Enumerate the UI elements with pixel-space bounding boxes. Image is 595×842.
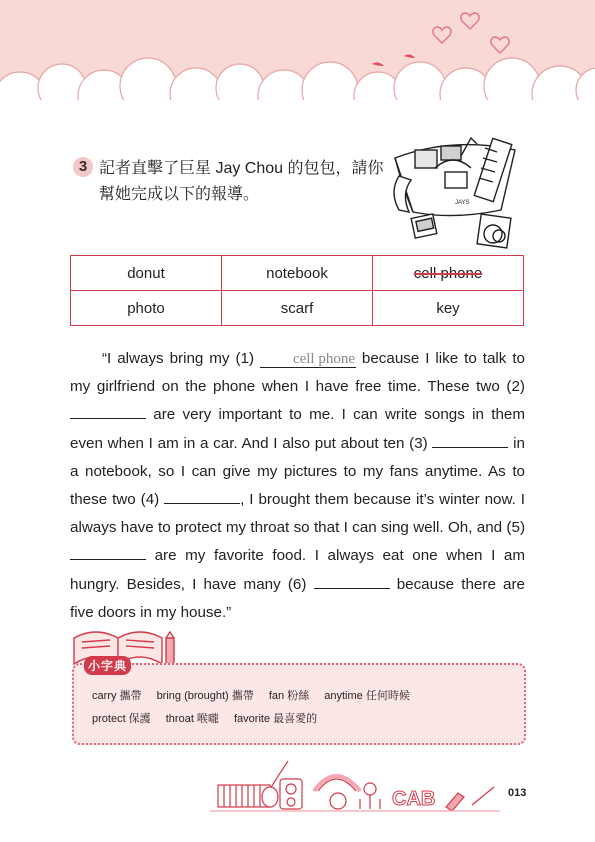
svg-text:JAYS: JAYS: [455, 200, 470, 206]
question-number-badge: 3: [73, 157, 93, 177]
word-bank-row: [71, 256, 524, 291]
reading-passage: [70, 345, 525, 627]
word-bank-cell-crossed-out: cell phone: [373, 256, 524, 291]
footer-illustration: [210, 755, 510, 815]
footer-banner-text: CAB: [392, 788, 436, 810]
passage-text: because I like to talk to my girlfriend on the phone when I have free time. These two (2): [70, 350, 525, 396]
word-bank-cell: donut: [71, 256, 222, 291]
header-cloud-banner: [0, 0, 595, 110]
question-prompt-line-2: 幫她完成以下的報導。: [99, 186, 260, 203]
passage-text: , I brought them because it’s winter now. I always have to protect my throat so that I can sing well. Oh, and (5): [70, 491, 526, 537]
vocab-item: throat 喉嚨: [165, 713, 219, 725]
word-bank-row: [71, 291, 524, 326]
blank-1-answer[interactable]: cell phone: [260, 351, 356, 368]
question-prompt-line-1: 記者直擊了巨星 Jay Chou 的包包，請你: [99, 160, 384, 177]
word-bank-cell: scarf: [222, 291, 373, 326]
blank-2[interactable]: [70, 404, 146, 419]
vocab-row-1: [92, 687, 422, 703]
vocabulary-box: [72, 663, 526, 745]
passage-text: are very important to me. I can write songs in them even when I am in a car. And I also put about ten (3): [70, 406, 525, 452]
blank-4[interactable]: [164, 489, 240, 504]
vocab-row-2: [92, 710, 329, 726]
blank-3[interactable]: [432, 433, 508, 448]
blank-6[interactable]: [314, 574, 390, 589]
vocab-item: fan 粉絲: [268, 690, 310, 702]
vocab-item: favorite 最喜愛的: [234, 713, 318, 725]
passage-text: are my favorite food. I always eat one when I am hungry. Besides, I have many (6): [70, 547, 525, 593]
vocabulary-box-title: 小字典: [84, 656, 131, 675]
question-prompt: [99, 156, 399, 208]
word-bank-cell: notebook: [222, 256, 373, 291]
passage-text: “I always bring my (1): [102, 350, 260, 367]
passage-text: because there are five doors in my house.”: [70, 575, 525, 621]
blank-5[interactable]: [70, 545, 146, 560]
word-bank-table: [70, 255, 524, 326]
passage-paragraph: [70, 345, 525, 627]
vocab-item: bring (brought) 攜帶: [156, 690, 254, 702]
word-bank-cell: photo: [71, 291, 222, 326]
vocab-item: protect 保護: [92, 713, 151, 725]
vocab-item: anytime 任何時候: [324, 690, 410, 702]
page-number: 013: [508, 787, 527, 799]
vocab-item: carry 攜帶: [92, 690, 142, 702]
bag-illustration: [383, 128, 533, 256]
passage-text: in a notebook, so I can give my pictures to my fans anytime. As to these two (4): [70, 434, 525, 509]
word-bank-cell: key: [373, 291, 524, 326]
